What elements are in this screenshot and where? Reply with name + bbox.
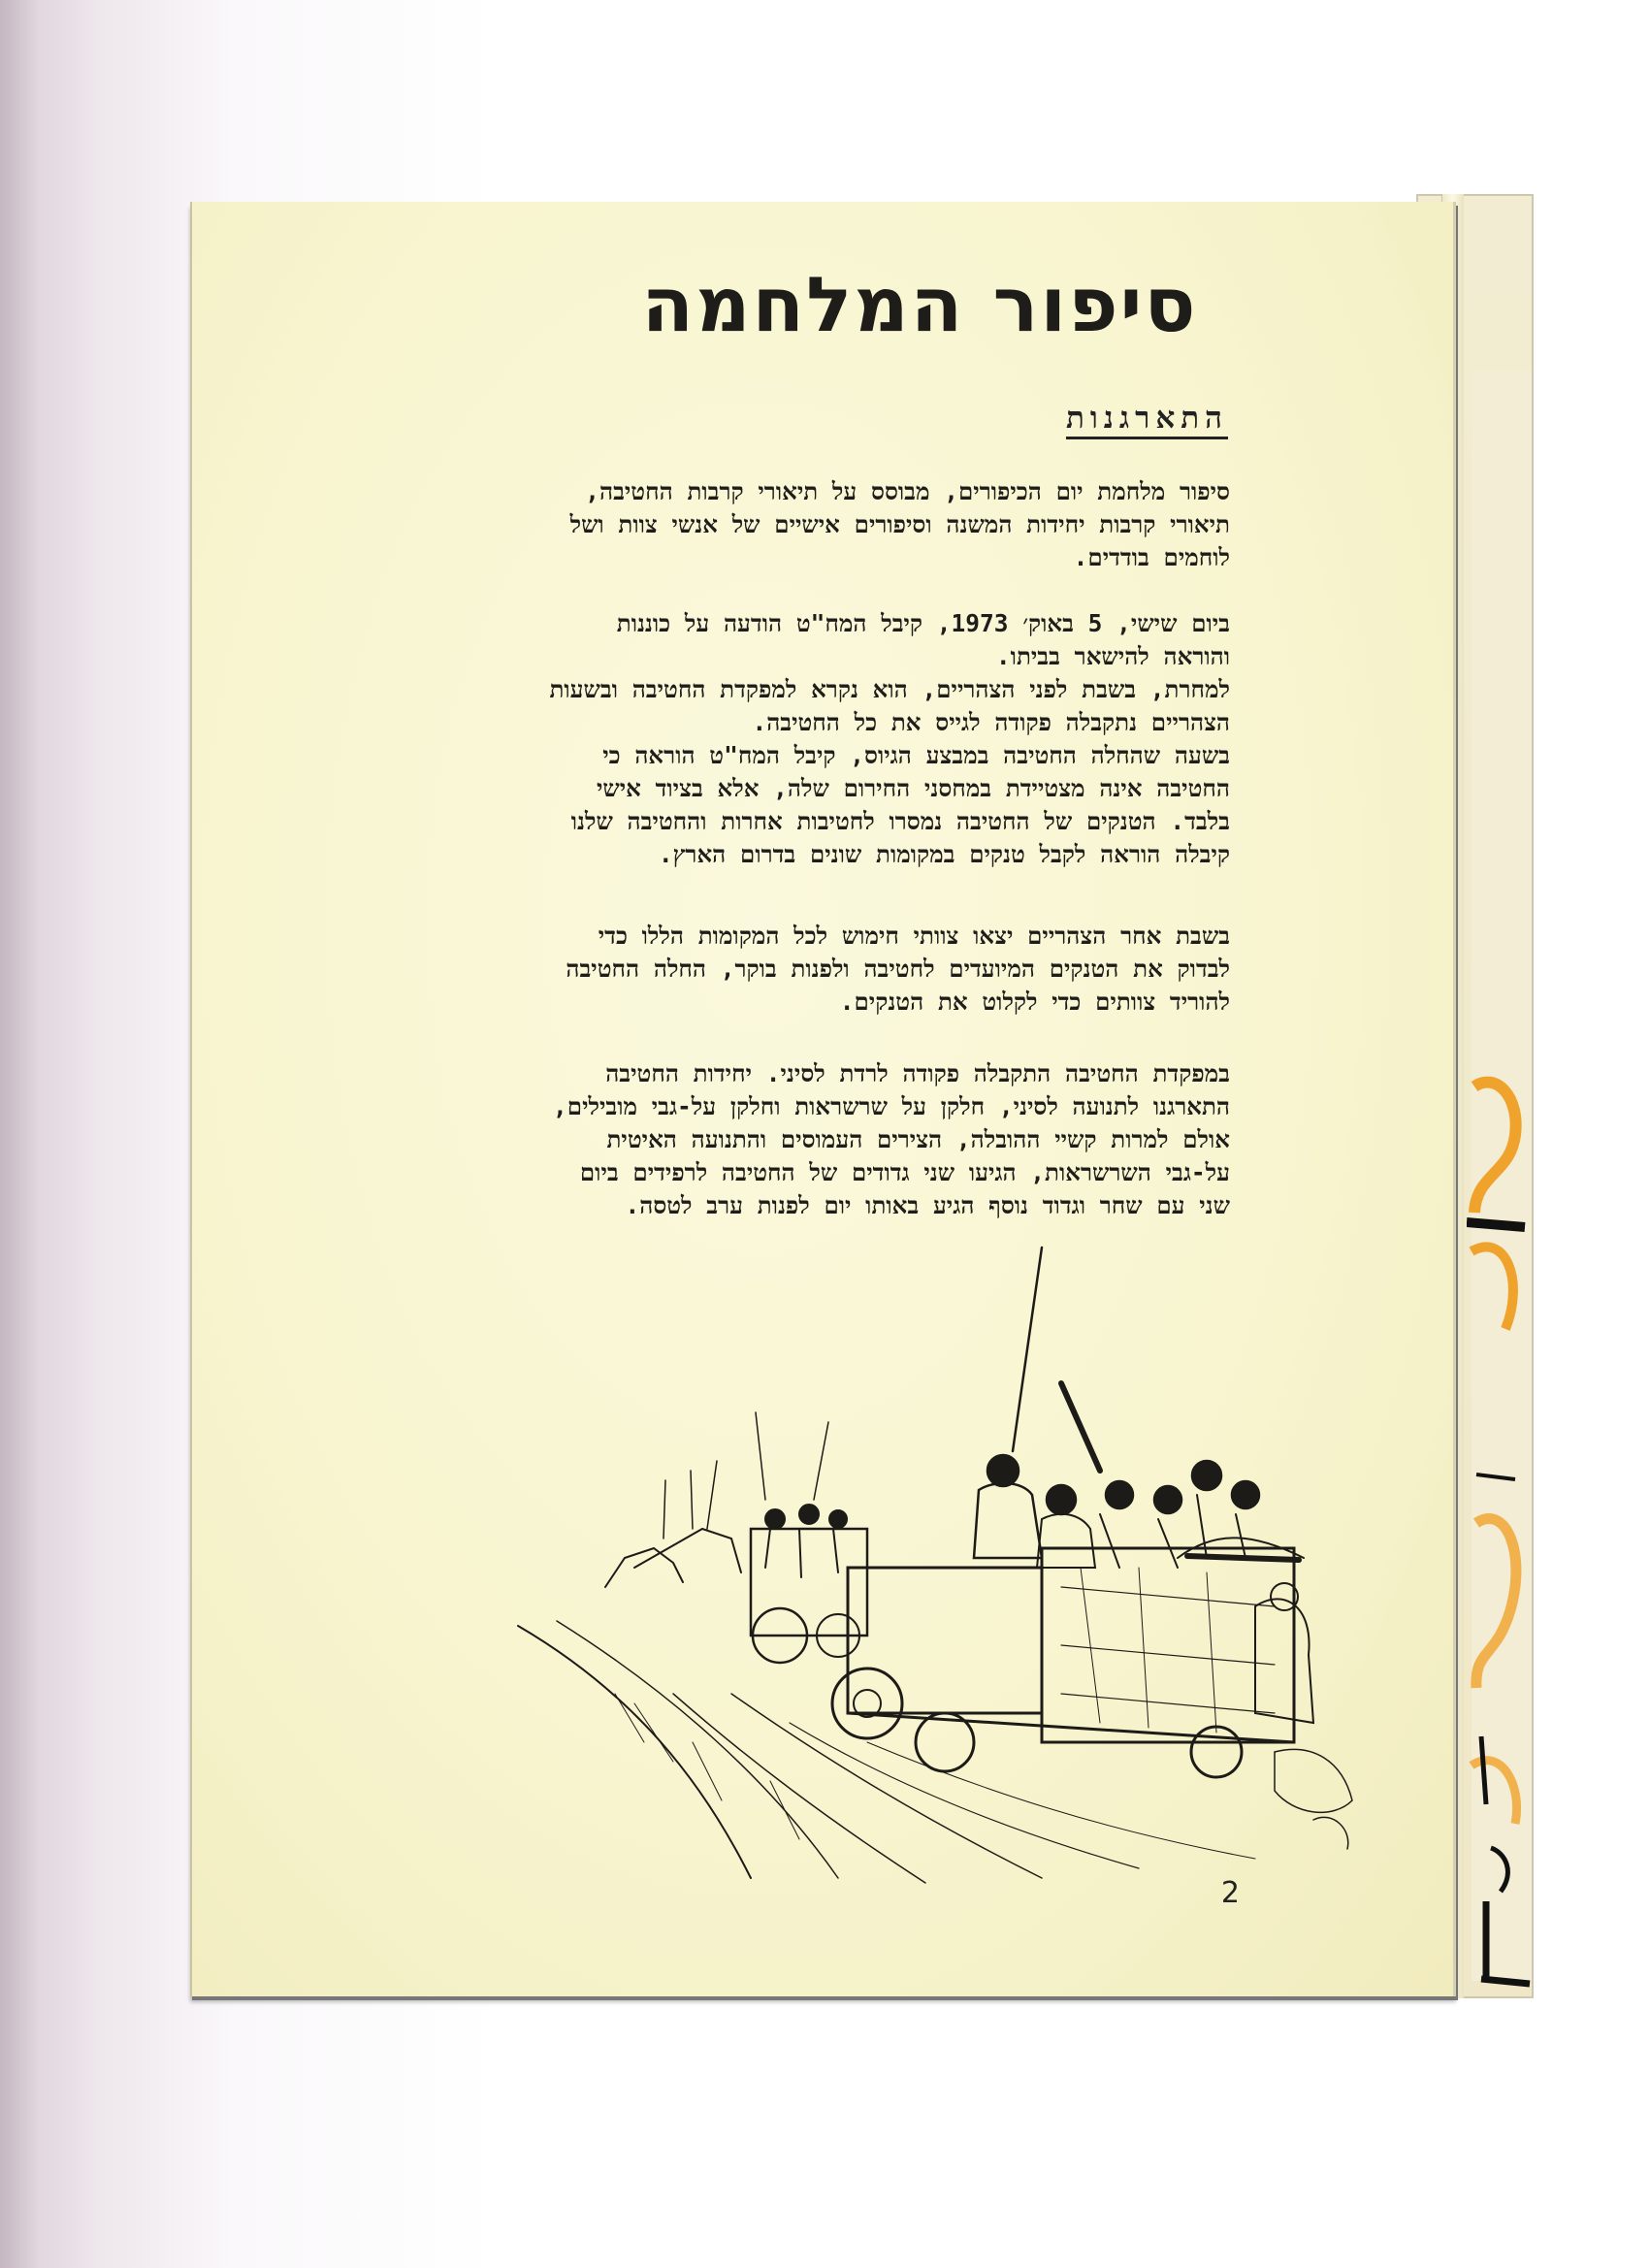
paragraph-intro: סיפור מלחמת יום הכיפורים, מבוסס על תיאורי קרבות החטיבה, תיאורי קרבות יחידות המשנה וסיפורים אישיים של אנשי צוות ושל לוחמים בודדים. [569, 477, 1230, 571]
section-heading: התארגנות [1065, 401, 1228, 436]
paragraph-ordnance-teams: בשבת אחר הצהריים יצאו צוותי חימוש לכל המקומות הללו כדי לבדוק את הטנקים המיועדים לחטיבה ולפנות בוקר, החלה החטיבה להוריד צוותים כדי לקלוט את הטנקים. [566, 922, 1230, 1016]
page-title: סיפור המלחמה [641, 262, 1198, 349]
paragraph-move-to-sinai: במפקדת החטיבה התקבלה פקודה לרדת לסיני. יחידות החטיבה התארגנו לתנועה לסיני, חלקן על שרשראות וחלקן על-גבי מובילים, אולם למרות קשיי ההובלה, הצירים העמוסים והתנועה האיטית על-גבי השרשראות, הגיעו שני גדודים של החטיבה לרפידים ביום שני עם שחר וגדוד נוסף הגיע באותו יום לפנות ערב לטסה. [553, 1059, 1230, 1219]
scan-left-shadow [0, 0, 39, 2268]
page-number: 2 [1220, 1876, 1240, 1910]
back-page-orange-pattern [1467, 1067, 1531, 1989]
document-page [190, 202, 1456, 1996]
convoy-sketch-illustration [382, 1238, 1372, 1888]
paragraph-mobilization: ביום שישי, 5 באוק׳ 1973, קיבל המח"ט הודעה על כוננות והוראה להישאר בביתו. למחרת, בשבת לפני הצהריים, הוא נקרא למפקדת החטיבה ובשעות הצהריים נתקבלה פקודה לגייס את כל החטיבה. בשעה שהחלה החטיבה במבצע הגיוס, קיבל המח"ט הוראה כי החטיבה אינה מצטיידת במחסני החירום שלה, אלא בציוד אישי בלבד. הטנקים של החטיבה נמסרו לחטיבות אחרות והחטיבה שלנו קיבלה הוראה לקבל טנקים במקומות שונים בדרום הארץ. [549, 609, 1230, 868]
